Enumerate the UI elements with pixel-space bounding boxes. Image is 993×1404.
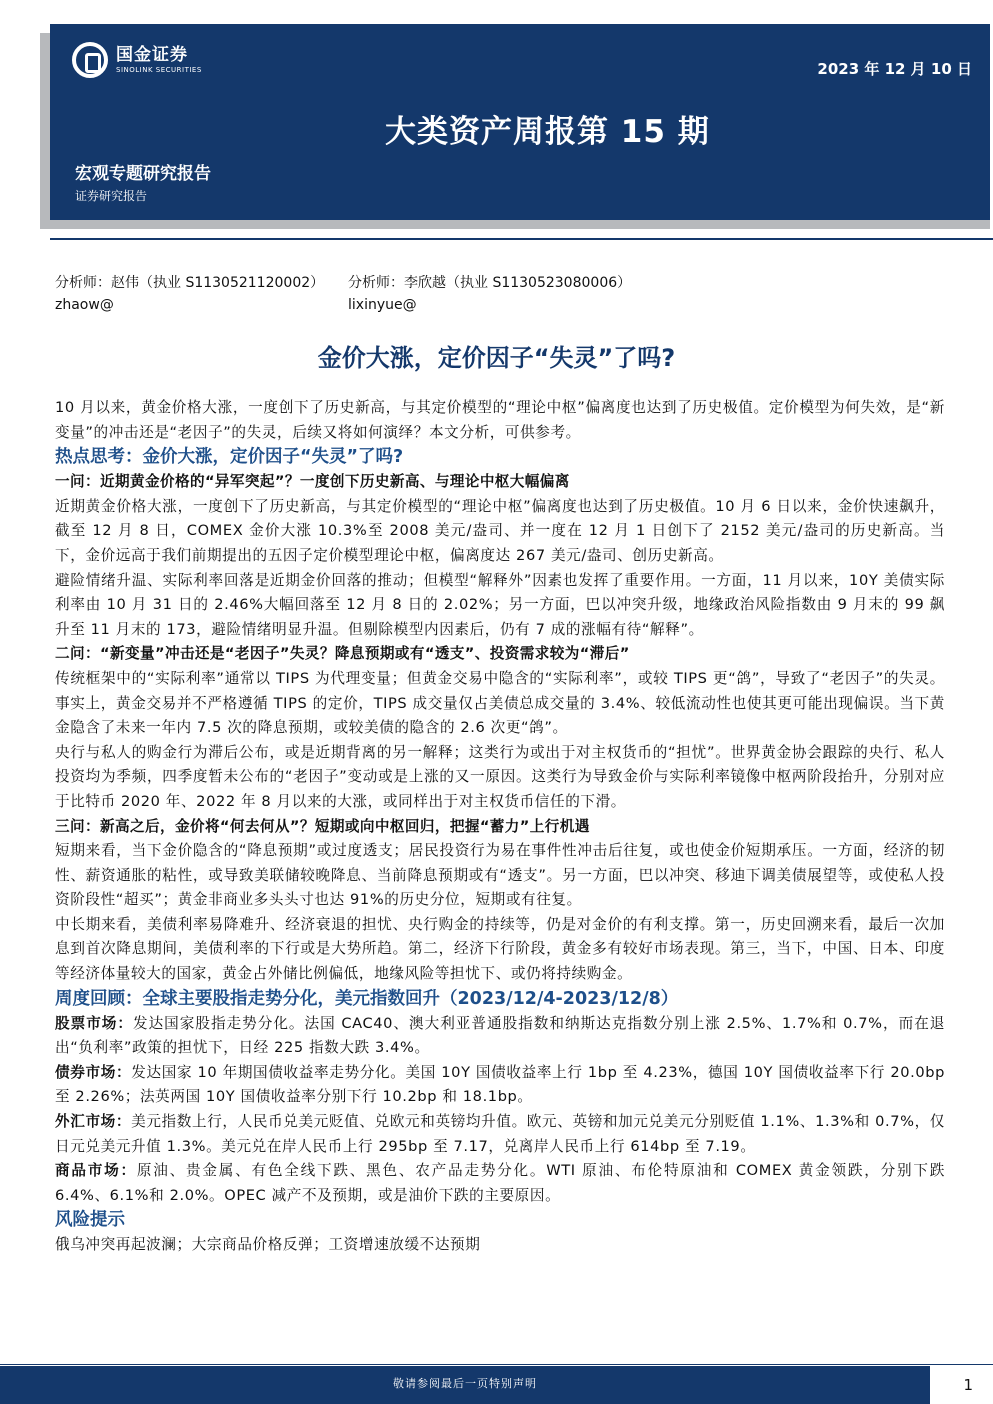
logo-name-cn: 国金证券: [116, 45, 188, 65]
section-heading-weekly-review: 周度回顾：全球主要股指走势分化，美元指数回升（2023/12/4-2023/12/8）: [55, 988, 679, 1009]
market-bond-paragraph: [55, 1061, 945, 1110]
market-commodity-text: 原油、贵金属、有色全线下跌、黑色、农产品走势分化。WTI 原油、布伦特原油和 COMEX 黄金领跌，分别下跌 6.4%、6.1%和 2.0%。OPEC 减产不及预期，或是油价下跌的主要原因。: [55, 1162, 945, 1204]
question-2-heading: 二问：“新变量”冲击还是“老因子”失灵？降息预期或有“透支”、投资需求较为“滞后”: [55, 645, 630, 663]
market-stock-paragraph: [55, 1012, 945, 1061]
footer-disclaimer-note: 敬请参阅最后一页特别声明: [0, 1366, 930, 1404]
market-fx-label: 外汇市场：: [55, 1113, 132, 1131]
header-divider: [50, 238, 993, 240]
header-banner: [50, 24, 990, 220]
analyst-1: [55, 272, 324, 316]
question-3-heading: 三问：新高之后，金价将“何去何从”？短期或向中枢回归，把握“蓄力”上行机遇: [55, 817, 590, 835]
market-fx-paragraph: [55, 1110, 945, 1159]
page-number: 1: [963, 1376, 973, 1394]
question-2-paragraph-2: 央行与私人的购金行为滞后公布，或是近期背离的另一解释；这类行为或出于对主权货币的“担忧”。世界黄金协会跟踪的央行、私人投资均为季频，四季度暂未公布的“老因子”变动或是上涨的又一原因。这类行为导致金价与实际利率镜像中枢两阶段抬升，分别对应于比特币 2020 年、2022 年 8 月以来的大涨，或同样出于对主权货币信任的下滑。: [55, 743, 945, 810]
logo-icon: [72, 42, 108, 78]
market-bond-text: 发达国家 10 年期国债收益率走势分化。美国 10Y 国债收益率上行 1bp 至 4.23%，德国 10Y 国债收益率下行 20.0bp 至 2.26%；法英两国 10Y 国债收益率分别下行 10.2bp 和 18.1bp。: [55, 1063, 945, 1106]
market-bond-label: 债券市场：: [55, 1063, 132, 1081]
report-subtype: 证券研究报告: [75, 189, 148, 203]
market-stock-label: 股票市场：: [55, 1014, 133, 1032]
market-stock-text: 发达国家股指走势分化。法国 CAC40、澳大利亚普通股指数和纳斯达克指数分别上涨 2.5%、1.7%和 0.7%，而在退出“负利率”政策的担忧下，日经 225 指数大跌 3.4%。: [55, 1014, 945, 1057]
analyst-1-email: zhaow@: [55, 297, 114, 313]
question-1-heading: 一问：近期黄金价格的“异军突起”？一度创下历史新高、与理论中枢大幅偏离: [55, 473, 570, 491]
footer-divider: [0, 1364, 993, 1365]
intro-paragraph: 10 月以来，黄金价格大涨，一度创下了历史新高，与其定价模型的“理论中枢”偏离度也达到了历史极值。定价模型为何失效，是“新变量”的冲击还是“老因子”的失灵，后续又将如何演绎？本文分析，可供参考。: [55, 399, 945, 441]
question-3-paragraph-1: 短期来看，当下金价隐含的“降息预期”或过度透支；居民投资行为易在事件性冲击后往复，或也使金价短期承压。一方面，经济的韧性、薪资通胀的粘性，或导致美联储较晚降息、当前降息预期或有“透支”。另一方面，巴以冲突、移迪下调美债展望等，或使私人投资阶段性“超买”；黄金非商业多头头寸也达 91%的历史分位，短期或有往复。: [55, 842, 945, 909]
section-heading-risk: 风险提示: [55, 1210, 125, 1231]
market-commodity-paragraph: [55, 1159, 945, 1208]
report-body: [55, 396, 945, 1258]
logo-name-en: SINOLINK SECURITIES: [116, 66, 202, 74]
question-1-paragraph-2: 避险情绪升温、实际利率回落是近期金价回落的推动；但模型“解释外”因素也发挥了重要作用。一方面，11 月以来，10Y 美债实际利率由 10 月 31 日的 2.46%大幅回落至 12 月 8 日的 2.02%；另一方面，巴以冲突升级，地缘政治风险指数由 9 月末的 99 飙升至 11 月末的 173，避险情绪明显升温。但剔除模型内因素后，仍有 7 成的涨幅有待“解释”。: [55, 571, 945, 638]
question-1-paragraph-1: 近期黄金价格大涨，一度创下了历史新高，与其定价模型的“理论中枢”偏离度也达到了历史极值。10 月 6 日以来，金价快速飙升，截至 12 月 8 日，COMEX 金价大涨 10.3%至 2008 美元/盎司、并一度在 12 月 1 日创下了 2152 美元/盎司的历史新高。当下，金价远高于我们前期提出的五因子定价模型理论中枢，偏离度达 267 美元/盎司、创历史新高。: [55, 497, 945, 564]
analyst-2-email: lixinyue@: [348, 297, 417, 313]
report-title: 大类资产周报第 15 期: [385, 114, 710, 150]
section-heading-hot-topic: 热点思考：金价大涨，定价因子“失灵”了吗?: [55, 447, 404, 468]
question-2-paragraph-1: 传统框架中的“实际利率”通常以 TIPS 为代理变量；但黄金交易中隐含的“实际利率”，或较 TIPS 更“鸽”，导致了“老因子”的失灵。事实上，黄金交易并不严格遵循 TIPS 的定价，TIPS 成交量仅占美债总成交量的 3.4%、较低流动性也使其更可能出现偏误。当下黄金隐含了未来一年内 7.5 次的降息预期，或较美债的隐含的 2.6 次更“鸽”。: [55, 669, 945, 737]
analyst-1-label: 分析师：赵伟（执业 S1130521120002）: [55, 275, 325, 291]
analyst-2-label: 分析师：李欣越（执业 S1130523080006）: [348, 275, 632, 291]
report-type: 宏观专题研究报告: [75, 164, 211, 184]
company-logo: [72, 42, 202, 78]
report-date: 2023 年 12 月 10 日: [817, 60, 972, 78]
question-3-paragraph-2: 中长期来看，美债利率易降难升、经济衰退的担忧、央行购金的持续等，仍是对金价的有利支撑。第一，历史回溯来看，最后一次加息到首次降息期间，美债利率的下行或是大势所趋。第二，经济下行阶段，黄金多有较好市场表现。第三，当下，中国、日本、印度等经济体量较大的国家，黄金占外储比例偏低，地缘风险等担忧下、或仍将持续购金。: [55, 915, 945, 983]
market-commodity-label: 商品市场：: [55, 1162, 137, 1180]
analyst-2: [348, 272, 631, 316]
risk-text: 俄乌冲突再起波澜；大宗商品价格反弹；工资增速放缓不达预期: [55, 1236, 481, 1254]
main-title: 金价大涨，定价因子“失灵”了吗?: [317, 344, 676, 372]
market-fx-text: 美元指数上行，人民币兑美元贬值、兑欧元和英镑均升值。欧元、英镑和加元兑美元分别贬值 1.1%、1.3%和 0.7%，仅日元兑美元升值 1.3%。美元兑在岸人民币上行 295bp 至 7.17，兑离岸人民币上行 614bp 至 7.19。: [55, 1113, 945, 1155]
